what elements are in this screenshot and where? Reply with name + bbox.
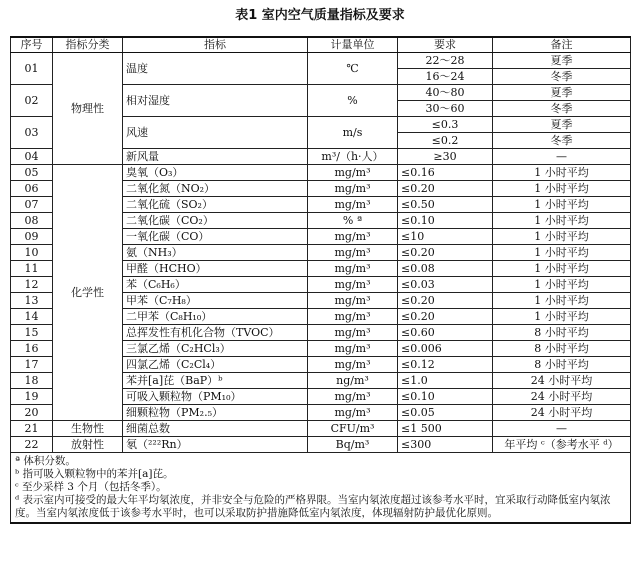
- requirement: ≤0.10: [398, 213, 493, 229]
- header-requirement: 要求: [398, 37, 493, 53]
- unit: ng/m³: [308, 373, 398, 389]
- unit: m/s: [308, 117, 398, 149]
- remark: 冬季: [493, 133, 631, 149]
- requirement: ≤0.20: [398, 245, 493, 261]
- indicator-name: 温度: [123, 53, 308, 85]
- unit: mg/m³: [308, 293, 398, 309]
- footnotes-row: [11, 453, 631, 524]
- row-no: 05: [11, 165, 53, 181]
- row-no: 19: [11, 389, 53, 405]
- table-title: 表1 室内空气质量指标及要求: [235, 8, 405, 23]
- requirement: ≤0.12: [398, 357, 493, 373]
- header-row: [11, 37, 631, 53]
- unit: ℃: [308, 53, 398, 85]
- table-row: [11, 437, 631, 453]
- requirement: 40～80: [398, 85, 493, 101]
- remark: 8 小时平均: [493, 325, 631, 341]
- footnote-d: ᵈ 表示室内可接受的最大年平均氡浓度，并非安全与危险的严格界限。当室内氡浓度超过该参考水平时，宜采取行动降低室内氡浓度。当室内氡浓度低于该参考水平时，也可以采取防护措施降低室内氡浓度，体现辐射防护最优化原则。: [15, 494, 611, 519]
- row-no: 08: [11, 213, 53, 229]
- requirement: ≤0.16: [398, 165, 493, 181]
- requirement: ≤0.2: [398, 133, 493, 149]
- requirement: ≤0.60: [398, 325, 493, 341]
- air-quality-table: [10, 36, 631, 524]
- indicator-name: 二氧化硫（SO₂）: [123, 197, 308, 213]
- remark: 24 小时平均: [493, 405, 631, 421]
- requirement: 16～24: [398, 69, 493, 85]
- row-no: 03: [11, 117, 53, 149]
- header-indicator: 指标: [123, 37, 308, 53]
- row-no: 18: [11, 373, 53, 389]
- remark: 8 小时平均: [493, 341, 631, 357]
- remark: 1 小时平均: [493, 261, 631, 277]
- category-physical: 物理性: [53, 53, 123, 165]
- table-row: [11, 165, 631, 181]
- remark: 年平均 ᶜ（参考水平 ᵈ）: [493, 437, 631, 453]
- unit: mg/m³: [308, 229, 398, 245]
- unit: %: [308, 85, 398, 117]
- remark: 1 小时平均: [493, 213, 631, 229]
- unit: mg/m³: [308, 389, 398, 405]
- indicator-name: 甲醛（HCHO）: [123, 261, 308, 277]
- remark: 1 小时平均: [493, 245, 631, 261]
- category-biological: 生物性: [53, 421, 123, 437]
- indicator-name: 三氯乙烯（C₂HCl₃）: [123, 341, 308, 357]
- remark: 1 小时平均: [493, 229, 631, 245]
- remark: 8 小时平均: [493, 357, 631, 373]
- remark: 夏季: [493, 117, 631, 133]
- remark: 冬季: [493, 69, 631, 85]
- remark: 1 小时平均: [493, 197, 631, 213]
- unit: mg/m³: [308, 245, 398, 261]
- requirement: ≤10: [398, 229, 493, 245]
- row-no: 11: [11, 261, 53, 277]
- unit: m³/（h·人）: [308, 149, 398, 165]
- unit: mg/m³: [308, 357, 398, 373]
- header-remark: 备注: [493, 37, 631, 53]
- unit: mg/m³: [308, 261, 398, 277]
- requirement: ≤0.006: [398, 341, 493, 357]
- row-no: 02: [11, 85, 53, 117]
- row-no: 01: [11, 53, 53, 85]
- remark: 1 小时平均: [493, 277, 631, 293]
- row-no: 06: [11, 181, 53, 197]
- indicator-name: 可吸入颗粒物（PM₁₀）: [123, 389, 308, 405]
- indicator-name: 甲苯（C₇H₈）: [123, 293, 308, 309]
- indicator-name: 氡（²²²Rn）: [123, 437, 308, 453]
- requirement: ≤0.50: [398, 197, 493, 213]
- unit: Bq/m³: [308, 437, 398, 453]
- unit: mg/m³: [308, 165, 398, 181]
- header-unit: 计量单位: [308, 37, 398, 53]
- unit: mg/m³: [308, 181, 398, 197]
- unit: % ª: [308, 213, 398, 229]
- row-no: 20: [11, 405, 53, 421]
- indicator-name: 细颗粒物（PM₂.₅）: [123, 405, 308, 421]
- requirement: ≤0.10: [398, 389, 493, 405]
- row-no: 04: [11, 149, 53, 165]
- requirement: ≤0.08: [398, 261, 493, 277]
- row-no: 07: [11, 197, 53, 213]
- row-no: 15: [11, 325, 53, 341]
- footnote-b: ᵇ 指可吸入颗粒物中的苯并[a]芘。: [15, 468, 174, 480]
- indicator-name: 相对湿度: [123, 85, 308, 117]
- remark: 24 小时平均: [493, 389, 631, 405]
- remark: 1 小时平均: [493, 165, 631, 181]
- unit: mg/m³: [308, 325, 398, 341]
- requirement: ≤0.20: [398, 293, 493, 309]
- row-no: 12: [11, 277, 53, 293]
- requirement: 22～28: [398, 53, 493, 69]
- remark: 1 小时平均: [493, 309, 631, 325]
- row-no: 22: [11, 437, 53, 453]
- requirement: ≤1.0: [398, 373, 493, 389]
- indicator-name: 新风量: [123, 149, 308, 165]
- requirement: ≤0.20: [398, 309, 493, 325]
- indicator-name: 细菌总数: [123, 421, 308, 437]
- requirement: ≤300: [398, 437, 493, 453]
- remark: 1 小时平均: [493, 293, 631, 309]
- remark: 24 小时平均: [493, 373, 631, 389]
- indicator-name: 氨（NH₃）: [123, 245, 308, 261]
- footnote-c: ᶜ 至少采样 3 个月（包括冬季）。: [15, 481, 167, 493]
- table-row: [11, 421, 631, 437]
- indicator-name: 苯并[a]芘（BaP）ᵇ: [123, 373, 308, 389]
- unit: mg/m³: [308, 309, 398, 325]
- category-radioactive: 放射性: [53, 437, 123, 453]
- indicator-name: 二氧化碳（CO₂）: [123, 213, 308, 229]
- remark: —: [493, 149, 631, 165]
- unit: mg/m³: [308, 197, 398, 213]
- header-no: 序号: [11, 37, 53, 53]
- remark: —: [493, 421, 631, 437]
- remark: 冬季: [493, 101, 631, 117]
- unit: mg/m³: [308, 341, 398, 357]
- row-no: 21: [11, 421, 53, 437]
- unit: mg/m³: [308, 277, 398, 293]
- unit: mg/m³: [308, 405, 398, 421]
- row-no: 10: [11, 245, 53, 261]
- remark: 夏季: [493, 85, 631, 101]
- requirement: ≤1 500: [398, 421, 493, 437]
- footnote-a: ª 体积分数。: [15, 455, 76, 467]
- remark: 1 小时平均: [493, 181, 631, 197]
- table-row: [11, 53, 631, 69]
- requirement: ≤0.3: [398, 117, 493, 133]
- row-no: 16: [11, 341, 53, 357]
- indicator-name: 二氧化氮（NO₂）: [123, 181, 308, 197]
- requirement: 30～60: [398, 101, 493, 117]
- row-no: 13: [11, 293, 53, 309]
- requirement: ≤0.03: [398, 277, 493, 293]
- requirement: ≥30: [398, 149, 493, 165]
- row-no: 09: [11, 229, 53, 245]
- requirement: ≤0.05: [398, 405, 493, 421]
- row-no: 17: [11, 357, 53, 373]
- indicator-name: 一氧化碳（CO）: [123, 229, 308, 245]
- row-no: 14: [11, 309, 53, 325]
- indicator-name: 苯（C₆H₆）: [123, 277, 308, 293]
- unit: CFU/m³: [308, 421, 398, 437]
- indicator-name: 风速: [123, 117, 308, 149]
- requirement: ≤0.20: [398, 181, 493, 197]
- indicator-name: 四氯乙烯（C₂Cl₄）: [123, 357, 308, 373]
- footnotes: [11, 453, 631, 524]
- header-category: 指标分类: [53, 37, 123, 53]
- indicator-name: 二甲苯（C₈H₁₀）: [123, 309, 308, 325]
- indicator-name: 总挥发性有机化合物（TVOC）: [123, 325, 308, 341]
- remark: 夏季: [493, 53, 631, 69]
- indicator-name: 臭氧（O₃）: [123, 165, 308, 181]
- category-chemical: 化学性: [53, 165, 123, 421]
